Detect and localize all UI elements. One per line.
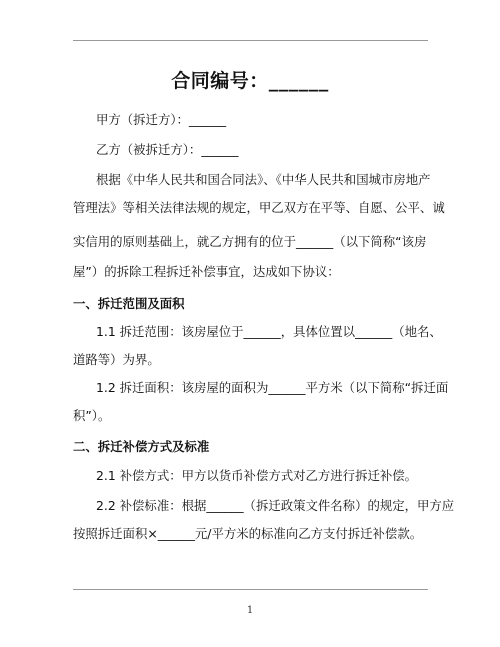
preamble-line-2: 管理法》等相关法律法规的规定，甲乙双方在平等、自愿、公平、诚 (73, 200, 445, 215)
clause-1-1-line-2: 道路等）为界。 (73, 352, 160, 367)
section-2-heading: 二、拆迁补偿方式及标准 (73, 439, 210, 454)
preamble-line-1: 根据《中华人民共和国合同法》、《中华人民共和国城市房地产 (96, 172, 431, 187)
top-rule (73, 40, 428, 41)
clause-1-2-line-2: 积”）。 (73, 408, 111, 423)
preamble-line-4: 屋”）的拆除工程拆迁补偿事宜，达成如下协议： (73, 264, 340, 279)
party-a-line: 甲方（拆迁方）：______ (96, 112, 227, 127)
clause-1-1-line-1: 1.1 拆迁范围：该房屋位于______，具体位置以______（地名、 (96, 324, 442, 339)
clause-2-1-line: 2.1 补偿方式：甲方以货币补偿方式对乙方进行拆迁补偿。 (96, 468, 418, 483)
preamble-line-3: 实信用的原则基础上，就乙方拥有的位于______（以下简称“该房 (73, 234, 427, 249)
contract-title: 合同编号：______ (171, 70, 329, 92)
clause-2-2-line-1: 2.2 补偿标准：根据______（拆迁政策文件名称）的规定，甲方应 (96, 498, 455, 513)
clause-2-2-line-2: 按照拆迁面积×______元/平方米的标准向乙方支付拆迁补偿款。 (73, 526, 423, 541)
clause-1-2-line-1: 1.2 拆迁面积：该房屋的面积为______平方米（以下简称“拆迁面 (96, 380, 449, 395)
page-number: 1 (246, 605, 254, 616)
party-b-line: 乙方（被拆迁方）：______ (96, 142, 239, 157)
bottom-rule (73, 589, 428, 590)
section-1-heading: 一、拆迁范围及面积 (73, 296, 185, 311)
